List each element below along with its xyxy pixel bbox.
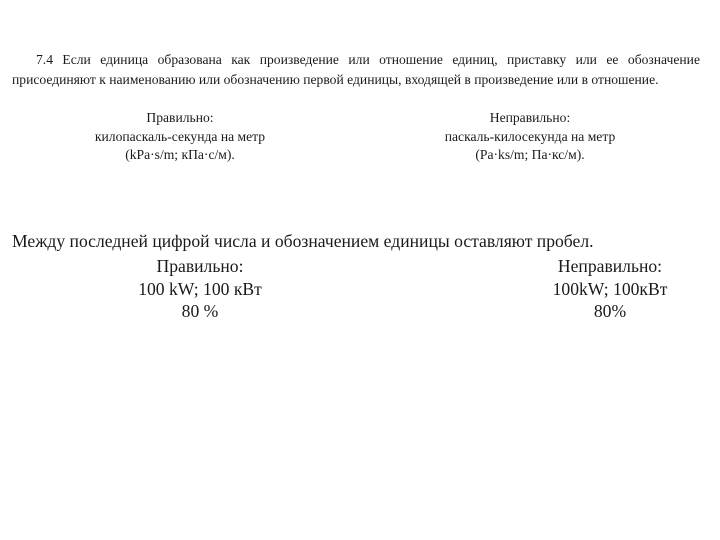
incorrect-unit-name: паскаль-килосекунда на метр (444, 128, 616, 144)
incorrect-example-block (380, 109, 680, 165)
spacing-correct-label: Правильно: (156, 256, 244, 276)
spacing-incorrect-label: Неправильно: (557, 256, 663, 276)
incorrect-unit-symbols: (Pa·ks/m; Па·кс/м). (475, 147, 585, 162)
spacing-correct-example-2: 80 % (181, 301, 219, 321)
spacing-incorrect-example-2: 80% (593, 301, 627, 321)
spacing-correct-block (80, 255, 320, 323)
correct-unit-symbols: (kPa·s/m; кПа·с/м). (125, 147, 235, 162)
correct-example-block (40, 109, 320, 165)
spacing-incorrect-example-1: 100kW; 100кВт (552, 278, 668, 299)
rule-7-4-paragraph: 7.4 Если единица образована как произведение или отношение единиц, приставку или ее обозначение присоединяют к наименованию или обозначению первой единицы, входящей в произведение или в отношение. (12, 52, 700, 87)
incorrect-label: Неправильно: (489, 110, 571, 125)
spacing-incorrect-block (490, 255, 720, 323)
spacing-rule-heading: Между последней цифрой числа и обозначением единицы оставляют пробел. (12, 231, 594, 251)
correct-label: Правильно: (146, 110, 214, 125)
spacing-correct-example-1: 100 kW; 100 кВт (138, 278, 262, 299)
correct-unit-name: килопаскаль-секунда на метр (94, 128, 266, 144)
